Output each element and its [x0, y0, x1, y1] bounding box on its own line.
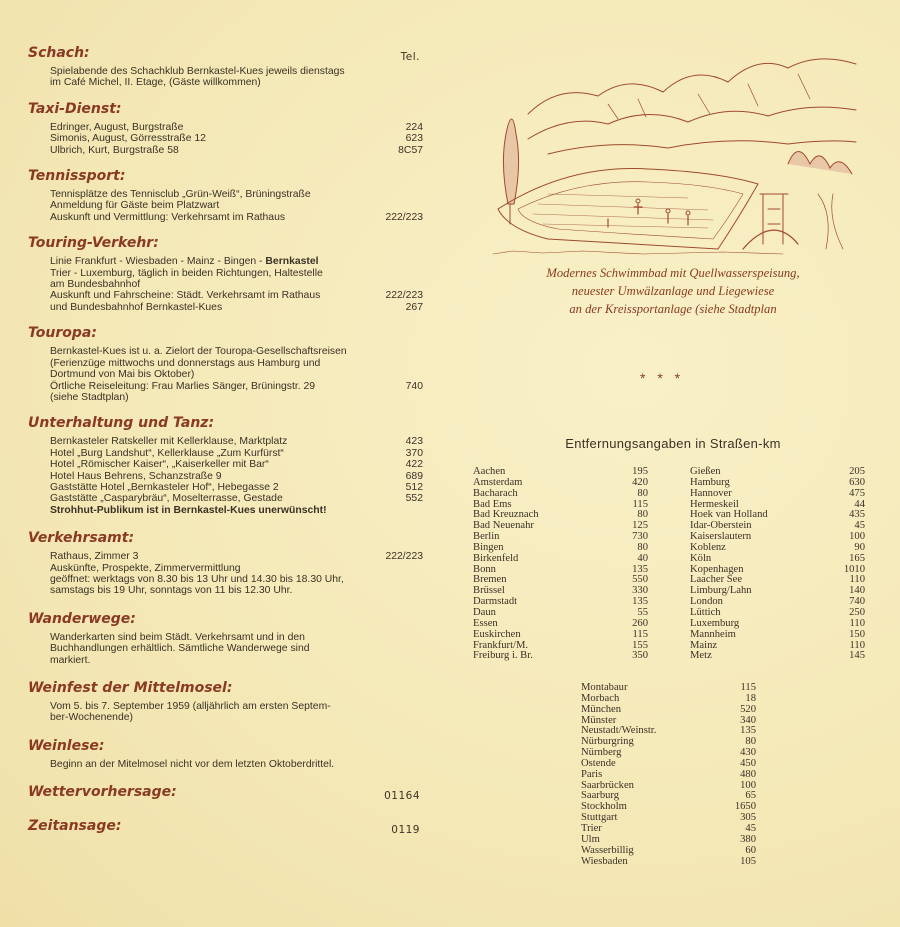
- distance-row: [690, 651, 865, 662]
- city-name: Nürnberg: [581, 747, 622, 759]
- distance-km: 330: [632, 585, 648, 597]
- city-name: Nürburgring: [581, 736, 634, 748]
- distance-km: 80: [637, 541, 648, 553]
- distance-km: 115: [632, 628, 648, 640]
- line-text: samstags bis 19 Uhr, sonntags von 11 bis 12.30 Uhr.: [50, 585, 293, 597]
- distance-km: 115: [740, 682, 756, 693]
- distance-km: 125: [632, 520, 648, 532]
- section-line: [50, 256, 423, 267]
- distance-km: 340: [740, 714, 756, 726]
- section-touring: [28, 234, 423, 313]
- section-line: [50, 66, 423, 77]
- section-body: [50, 122, 423, 156]
- section-weinfest: [28, 679, 423, 724]
- phone-number: 623: [405, 133, 423, 145]
- line-emphasis: Bernkastel: [265, 256, 319, 268]
- section-body: [50, 759, 423, 770]
- section-line: [50, 302, 423, 313]
- section-heading: Unterhaltung und Tanz:: [28, 415, 215, 432]
- distance-km: 1650: [734, 801, 756, 813]
- phone-number: 370: [405, 447, 423, 459]
- city-name: Hamburg: [690, 476, 730, 488]
- distance-km: 260: [632, 617, 648, 629]
- line-text: Beginn an der Mitelmosel nicht vor dem letzten Oktoberdrittel.: [50, 758, 335, 770]
- distance-km: 150: [849, 628, 865, 640]
- city-name: Berlin: [473, 531, 500, 543]
- city-name: Hermeskeil: [690, 498, 739, 510]
- section-line: [50, 369, 423, 380]
- city-name: Morbach: [581, 692, 620, 704]
- city-name: Brüssel: [473, 585, 505, 597]
- section-line: [50, 655, 423, 666]
- section-line: [50, 632, 423, 643]
- section-heading: Touropa:: [28, 325, 97, 342]
- city-name: Daun: [473, 606, 496, 618]
- city-name: Frankfurt/M.: [473, 639, 529, 651]
- line-text: Simonis, August, Görresstraße 12: [50, 133, 206, 145]
- city-name: Bad Kreuznach: [473, 509, 539, 521]
- distance-km: 80: [637, 487, 648, 499]
- distance-km: 155: [632, 639, 648, 651]
- section-weinlese: [28, 737, 423, 770]
- distance-km: 100: [849, 531, 865, 543]
- line-text: Hotel „Burg Landshut“, Kellerklause „Zum Kurfürst“: [50, 447, 284, 459]
- distance-row: [581, 813, 756, 824]
- phone-number: 224: [405, 121, 423, 133]
- line-text: Buchhandlungen erhältlich. Sämtliche Wanderwege sind: [50, 643, 310, 655]
- phone-number: 740: [405, 380, 423, 392]
- section-zeit: [28, 817, 423, 835]
- phone-number: 512: [405, 481, 423, 493]
- distance-km: 110: [849, 639, 865, 651]
- line-text: und Bundesbahnhof Bernkastel-Kues: [50, 301, 223, 313]
- city-name: Wasserbillig: [581, 844, 634, 856]
- city-name: Bremen: [473, 574, 507, 586]
- distance-km: 450: [740, 757, 756, 769]
- city-name: Ostende: [581, 757, 616, 769]
- line-text: Trier - Luxemburg, täglich in beiden Richtungen, Haltestelle: [50, 267, 323, 279]
- line-text: markiert.: [50, 654, 91, 666]
- section-line: [50, 133, 423, 144]
- section-line: [50, 279, 423, 290]
- line-text: im Café Michel, II. Etage, (Gäste willkommen): [50, 77, 261, 89]
- city-name: München: [581, 703, 622, 715]
- section-line: [50, 551, 423, 562]
- distance-row: [473, 608, 648, 619]
- city-name: Darmstadt: [473, 596, 518, 608]
- line-text: Linie Frankfurt - Wiesbaden - Mainz - Bingen -: [50, 256, 266, 268]
- section-verkehrsamt: [28, 529, 423, 597]
- city-name: Montabaur: [581, 682, 628, 693]
- line-text: Hotel Haus Behrens, Schanzstraße 9: [50, 470, 222, 482]
- distance-km: 380: [740, 833, 756, 845]
- section-line: [50, 471, 423, 482]
- distance-km: 740: [849, 596, 865, 608]
- section-body: [50, 701, 423, 724]
- city-name: Bad Ems: [473, 498, 512, 510]
- line-text: Auskunft und Vermittlung: Verkehrsamt im Rathaus: [50, 211, 286, 223]
- city-name: Trier: [581, 822, 602, 834]
- distance-row: [581, 759, 756, 770]
- distance-km: 420: [632, 476, 648, 488]
- section-body: [50, 346, 423, 403]
- city-name: Neustadt/Weinstr.: [581, 725, 657, 737]
- section-heading: Weinfest der Mittelmosel:: [28, 680, 233, 696]
- section-line: [50, 505, 423, 516]
- section-line: [50, 268, 423, 279]
- city-name: Paris: [581, 768, 603, 780]
- distance-km: 100: [740, 779, 756, 791]
- section-line: [50, 145, 423, 156]
- distance-km: 550: [632, 574, 648, 586]
- distance-km: 630: [849, 476, 865, 488]
- distance-km: 60: [745, 844, 756, 856]
- city-name: Stuttgart: [581, 812, 618, 824]
- section-line: [50, 122, 423, 133]
- distance-km: 250: [849, 606, 865, 618]
- section-body: [50, 436, 423, 516]
- section-tennis: [28, 167, 423, 223]
- city-name: Kopenhagen: [690, 563, 744, 575]
- distance-km: 110: [849, 574, 865, 586]
- city-name: Bad Neuenahr: [473, 520, 534, 532]
- section-body: [50, 551, 423, 597]
- section-phone: 01164: [384, 790, 420, 803]
- section-line: [50, 493, 423, 504]
- section-line: [50, 701, 423, 712]
- section-wanderwege: [28, 610, 423, 666]
- section-line: [50, 574, 423, 585]
- section-heading: Verkehrsamt:: [28, 530, 135, 547]
- phone-number: 552: [405, 493, 423, 505]
- distance-km: 305: [740, 812, 756, 824]
- section-heading: Tennissport:: [28, 168, 126, 185]
- section-heading: Taxi-Dienst:: [28, 100, 122, 117]
- distance-km: 65: [745, 790, 756, 802]
- line-text: Wanderkarten sind beim Städt. Verkehrsamt und in den: [50, 631, 305, 643]
- distance-row: [690, 543, 865, 554]
- section-taxi: [28, 100, 423, 156]
- distance-km: 55: [637, 606, 648, 618]
- line-text: Vom 5. bis 7. September 1959 (alljährlich am ersten Septem-: [50, 701, 331, 712]
- city-name: Gießen: [690, 466, 721, 477]
- line-text: Ulbrich, Kurt, Burgstraße 58: [50, 144, 179, 156]
- section-line: [50, 459, 423, 470]
- section-line: [50, 381, 423, 392]
- phone-number: 422: [405, 459, 423, 471]
- section-touropa: [28, 324, 423, 403]
- distance-list-2: [690, 467, 865, 662]
- section-wetter: [28, 783, 423, 801]
- city-name: Stockholm: [581, 801, 627, 813]
- distance-km: 80: [745, 736, 756, 748]
- line-text: Auskunft und Fahrscheine: Städt. Verkehrsamt im Rathaus: [50, 290, 321, 302]
- city-name: Hannover: [690, 487, 732, 499]
- section-line: [50, 200, 423, 211]
- section-heading: Zeitansage: 0119: [28, 817, 423, 835]
- swimming-pool-illustration: [488, 44, 858, 264]
- decorative-stars: * * *: [640, 370, 685, 386]
- city-name: Luxemburg: [690, 617, 740, 629]
- city-name: Bacharach: [473, 487, 518, 499]
- distance-list-1: [473, 467, 648, 662]
- line-text: Gaststätte Hotel „Bernkasteler Hof“, Hebegasse 2: [50, 481, 279, 493]
- distance-km: 90: [854, 541, 865, 553]
- distance-km: 350: [632, 650, 648, 662]
- section-body: [50, 632, 423, 666]
- line-text: ber-Wochenende): [50, 712, 133, 724]
- distance-row: [690, 641, 865, 652]
- city-name: Freiburg i. Br.: [473, 650, 533, 662]
- distance-km: 18: [745, 692, 756, 704]
- city-name: Idar-Oberstein: [690, 520, 752, 532]
- city-name: Hoek van Holland: [690, 509, 768, 521]
- section-line: [50, 358, 423, 369]
- section-line: [50, 759, 423, 770]
- city-name: Laacher See: [690, 574, 743, 586]
- distance-km: 80: [637, 509, 648, 521]
- illustration-caption: [478, 264, 868, 318]
- section-heading: Touring-Verkehr:: [28, 235, 159, 252]
- line-text: (siehe Stadtplan): [50, 391, 129, 403]
- line-text: Spielabende des Schachklub Bernkastel-Kues jeweils dienstags: [50, 66, 345, 77]
- distance-km: 165: [849, 552, 865, 564]
- line-text: Anmeldung für Gäste beim Platzwart: [50, 200, 220, 212]
- city-name: Koblenz: [690, 541, 726, 553]
- distance-km: 435: [849, 509, 865, 521]
- phone-number: 222/223: [385, 551, 423, 563]
- city-name: Bonn: [473, 563, 496, 575]
- city-name: Wiesbaden: [581, 855, 628, 867]
- distance-km: 140: [849, 585, 865, 597]
- city-name: Amsterdam: [473, 476, 523, 488]
- section-schach: [28, 44, 423, 89]
- distance-km: 430: [740, 747, 756, 759]
- section-heading: Schach: Tel.: [28, 44, 423, 62]
- city-name: London: [690, 596, 723, 608]
- city-name: Aachen: [473, 466, 506, 477]
- distance-km: 145: [849, 650, 865, 662]
- city-name: Lüttich: [690, 606, 721, 618]
- distance-km: 115: [632, 498, 648, 510]
- distance-km: 475: [849, 487, 865, 499]
- section-line: [50, 77, 423, 88]
- phone-number: 689: [405, 470, 423, 482]
- city-name: Birkenfeld: [473, 552, 519, 564]
- caption-line: Modernes Schwimmbad mit Quellwasserspeisung,: [546, 266, 800, 280]
- line-text: Bernkastel-Kues ist u. a. Zielort der Touropa-Gesellschaftsreisen: [50, 346, 347, 358]
- line-text: Tennisplätze des Tennisclub „Grün-Weiß“, Brüningstraße: [50, 189, 311, 201]
- distance-km: 105: [740, 855, 756, 867]
- city-name: Mainz: [690, 639, 718, 651]
- distance-km: 520: [740, 703, 756, 715]
- city-name: Limburg/Lahn: [690, 585, 752, 597]
- line-text: Auskünfte, Prospekte, Zimmervermittlung: [50, 562, 241, 574]
- city-name: Kaiserslautern: [690, 531, 752, 543]
- section-line: [50, 585, 423, 596]
- city-name: Bingen: [473, 541, 504, 553]
- city-name: Münster: [581, 714, 617, 726]
- distance-km: 44: [854, 498, 865, 510]
- distance-km: 205: [849, 466, 865, 477]
- section-line: [50, 643, 423, 654]
- city-name: Saarbrücken: [581, 779, 634, 791]
- section-line: [50, 189, 423, 200]
- line-text: (Ferienzüge mittwochs und donnerstags aus Hamburg und: [50, 357, 321, 369]
- phone-number: 423: [405, 436, 423, 448]
- distance-list-3: [581, 683, 756, 867]
- section-line: [50, 346, 423, 357]
- caption-line: an der Kreissportanlage (siehe Stadtplan: [569, 302, 777, 316]
- section-line: [50, 448, 423, 459]
- distance-km: 45: [745, 822, 756, 834]
- section-line: [50, 290, 423, 301]
- caption-line: neuester Umwälzanlage und Liegewiese: [571, 284, 775, 298]
- city-name: Euskirchen: [473, 628, 521, 640]
- distance-km: 45: [854, 520, 865, 532]
- distance-km: 40: [637, 552, 648, 564]
- distance-km: 110: [849, 617, 865, 629]
- section-phone: 0119: [391, 824, 420, 837]
- section-body: [50, 189, 423, 223]
- section-line: [50, 482, 423, 493]
- section-line: [50, 436, 423, 447]
- section-line: [50, 563, 423, 574]
- distance-row: [473, 651, 648, 662]
- line-text: Edringer, August, Burgstraße: [50, 121, 184, 133]
- distance-table-title: Entfernungsangaben in Straßen-km: [565, 436, 781, 451]
- section-line: [50, 212, 423, 223]
- distance-km: 135: [632, 596, 648, 608]
- city-name: Köln: [690, 552, 712, 564]
- line-emphasis: Strohhut-Publikum ist in Bernkastel-Kues unerwünscht!: [50, 504, 327, 516]
- section-heading: Wanderwege:: [28, 610, 136, 627]
- line-text: Gaststätte „Casparybräu“, Moselterrasse, Gestade: [50, 493, 283, 505]
- phone-number: 222/223: [385, 290, 423, 302]
- phone-number: 267: [405, 301, 423, 313]
- line-text: Hotel „Römischer Kaiser“, „Kaiserkeller mit Bar“: [50, 459, 269, 471]
- line-text: Rathaus, Zimmer 3: [50, 551, 139, 563]
- section-line: [50, 712, 423, 723]
- distance-row: [473, 554, 648, 565]
- section-heading: Wettervorhersage: 01164: [28, 783, 423, 801]
- phone-number: 8C57: [398, 144, 423, 156]
- distance-km: 730: [632, 531, 648, 543]
- line-text: am Bundesbahnhof: [50, 279, 141, 291]
- distance-km: 480: [740, 768, 756, 780]
- city-name: Essen: [473, 617, 498, 629]
- city-name: Saarburg: [581, 790, 620, 802]
- distance-row: [581, 824, 756, 835]
- city-name: Ulm: [581, 833, 600, 845]
- distance-km: 1010: [843, 563, 865, 575]
- distance-km: 135: [740, 725, 756, 737]
- distance-km: 135: [632, 563, 648, 575]
- section-phone: Tel.: [400, 51, 420, 63]
- line-text: Dortmund von Mai bis Oktober): [50, 369, 195, 381]
- info-column: [28, 44, 423, 835]
- section-body: [50, 66, 423, 89]
- section-line: [50, 392, 423, 403]
- section-body: [50, 256, 423, 313]
- section-heading: Weinlese:: [28, 737, 105, 754]
- phone-number: 222/223: [385, 211, 423, 223]
- distance-row: [581, 857, 756, 868]
- city-name: Mannheim: [690, 628, 736, 640]
- line-text: Örtliche Reiseleitung: Frau Marlies Sänger, Brüningstr. 29: [50, 380, 316, 392]
- section-unterhaltung: [28, 414, 423, 516]
- line-text: geöffnet: werktags von 8.30 bis 13 Uhr und 14.30 bis 18.30 Uhr,: [50, 573, 344, 585]
- distance-km: 195: [632, 466, 648, 477]
- line-text: Bernkasteler Ratskeller mit Kellerklause, Marktplatz: [50, 436, 288, 448]
- city-name: Metz: [690, 650, 712, 662]
- distance-row: [473, 597, 648, 608]
